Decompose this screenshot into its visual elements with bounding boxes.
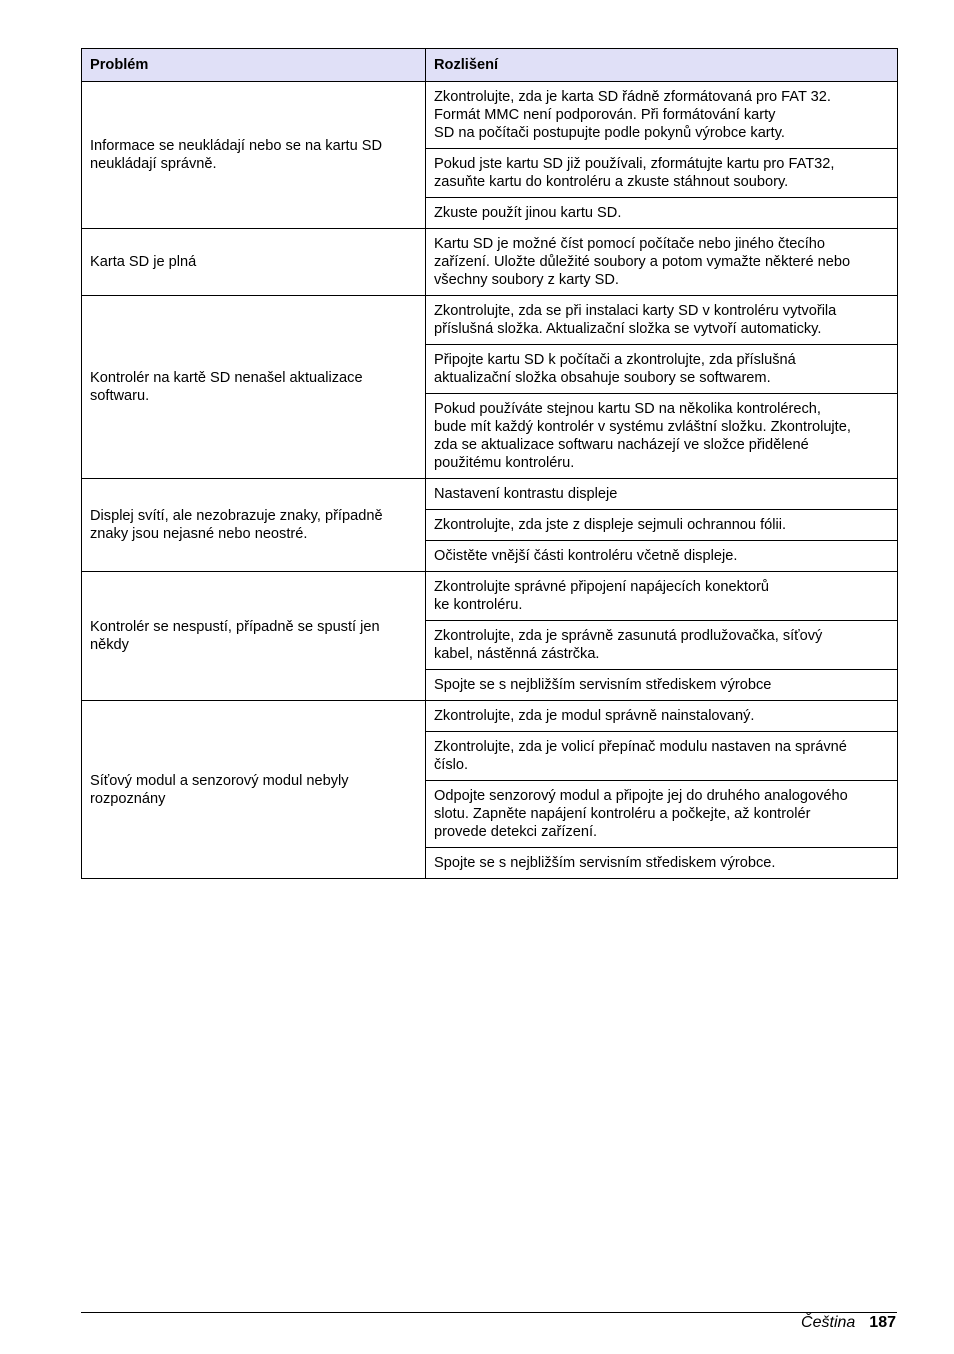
resolution-line: Zkontrolujte, zda je karta SD řádně zformátovaná pro FAT 32.	[434, 89, 831, 105]
table-row	[82, 701, 898, 732]
resolution-cell	[426, 848, 898, 879]
resolution-line: Kartu SD je možné číst pomocí počítače nebo jiného čtecího	[434, 236, 826, 252]
resolution-line: Připojte kartu SD k počítači a zkontrolujte, zda příslušná	[434, 352, 796, 368]
resolution-line: Zkontrolujte, zda se při instalaci karty SD v kontroléru vytvořila	[434, 303, 837, 319]
footer-language: Čeština	[801, 1314, 856, 1331]
resolution-cell	[426, 394, 898, 479]
resolution-cell	[426, 198, 898, 229]
table-row	[82, 479, 898, 510]
problem-cell: Informace se neukládají nebo se na kartu SD neukládají správně.	[82, 82, 426, 229]
resolution-line: Formát MMC není podporován. Při formátování karty	[434, 107, 776, 123]
resolution-line: Zkontrolujte, zda je správně zasunutá prodlužovačka, síťový	[434, 628, 823, 644]
resolution-line: všechny soubory z karty SD.	[434, 272, 619, 288]
resolution-cell	[426, 781, 898, 848]
resolution-line: bude mít každý kontrolér v systému zvláštní složku. Zkontrolujte,	[434, 419, 851, 435]
resolution-line: Spojte se s nejbližším servisním střediskem výrobce	[434, 677, 772, 693]
resolution-line: zařízení. Uložte důležité soubory a potom vymažte některé nebo	[434, 254, 851, 270]
resolution-cell	[426, 541, 898, 572]
resolution-line: Nastavení kontrastu displeje	[434, 486, 618, 502]
resolution-line: provede detekci zařízení.	[434, 824, 598, 840]
resolution-line: aktualizační složka obsahuje soubory se softwarem.	[434, 370, 771, 386]
resolution-line: Zkuste použít jinou kartu SD.	[434, 205, 622, 221]
resolution-line: SD na počítači postupujte podle pokynů výrobce karty.	[434, 125, 785, 141]
table-header-row	[82, 49, 898, 82]
problem-cell: Kontrolér na kartě SD nenašel aktualizace softwaru.	[82, 296, 426, 479]
resolution-cell	[426, 229, 898, 296]
header-problem: Problém	[82, 49, 426, 82]
table-row	[82, 296, 898, 345]
resolution-line: Pokud používáte stejnou kartu SD na několika kontrolérech,	[434, 401, 821, 417]
table-row	[82, 229, 898, 296]
resolution-cell	[426, 296, 898, 345]
resolution-cell	[426, 82, 898, 149]
problem-cell: Displej svítí, ale nezobrazuje znaky, případně znaky jsou nejasné nebo neostré.	[82, 479, 426, 572]
resolution-line: číslo.	[434, 757, 469, 773]
resolution-line: Odpojte senzorový modul a připojte jej do druhého analogového	[434, 788, 848, 804]
resolution-line: slotu. Zapněte napájení kontroléru a počkejte, až kontrolér	[434, 806, 811, 822]
resolution-cell	[426, 345, 898, 394]
resolution-cell	[426, 149, 898, 198]
page-number: 187	[869, 1314, 896, 1331]
footer-divider	[81, 1312, 897, 1313]
problem-cell: Kontrolér se nespustí, případně se spustí jen někdy	[82, 572, 426, 701]
resolution-line: Zkontrolujte správné připojení napájecích konektorů	[434, 579, 770, 595]
table-body	[82, 82, 898, 879]
header-resolution: Rozlišení	[426, 49, 898, 82]
resolution-cell	[426, 670, 898, 701]
table-row	[82, 572, 898, 621]
resolution-line: Očistěte vnější části kontroléru včetně displeje.	[434, 548, 738, 564]
page-footer	[801, 1313, 896, 1333]
resolution-cell	[426, 479, 898, 510]
table-row	[82, 82, 898, 149]
problem-cell: Síťový modul a senzorový modul nebyly rozpoznány	[82, 701, 426, 879]
resolution-line: Zkontrolujte, zda je volicí přepínač modulu nastaven na správné	[434, 739, 847, 755]
resolution-line: použitému kontroléru.	[434, 455, 575, 471]
resolution-cell	[426, 701, 898, 732]
troubleshooting-table	[81, 48, 898, 879]
resolution-cell	[426, 732, 898, 781]
resolution-line: zasuňte kartu do kontroléru a zkuste stáhnout soubory.	[434, 174, 789, 190]
resolution-line: ke kontroléru.	[434, 597, 523, 613]
resolution-line: zda se aktualizace softwaru nacházejí ve složce přidělené	[434, 437, 809, 453]
resolution-line: Zkontrolujte, zda jste z displeje sejmuli ochrannou fólii.	[434, 517, 787, 533]
resolution-line: Zkontrolujte, zda je modul správně nainstalovaný.	[434, 708, 755, 724]
resolution-line: Pokud jste kartu SD již používali, zformátujte kartu pro FAT32,	[434, 156, 835, 172]
resolution-line: Spojte se s nejbližším servisním střediskem výrobce.	[434, 855, 776, 871]
resolution-cell	[426, 510, 898, 541]
resolution-line: příslušná složka. Aktualizační složka se vytvoří automaticky.	[434, 321, 822, 337]
resolution-line: kabel, nástěnná zástrčka.	[434, 646, 600, 662]
problem-cell: Karta SD je plná	[82, 229, 426, 296]
resolution-cell	[426, 621, 898, 670]
resolution-cell	[426, 572, 898, 621]
